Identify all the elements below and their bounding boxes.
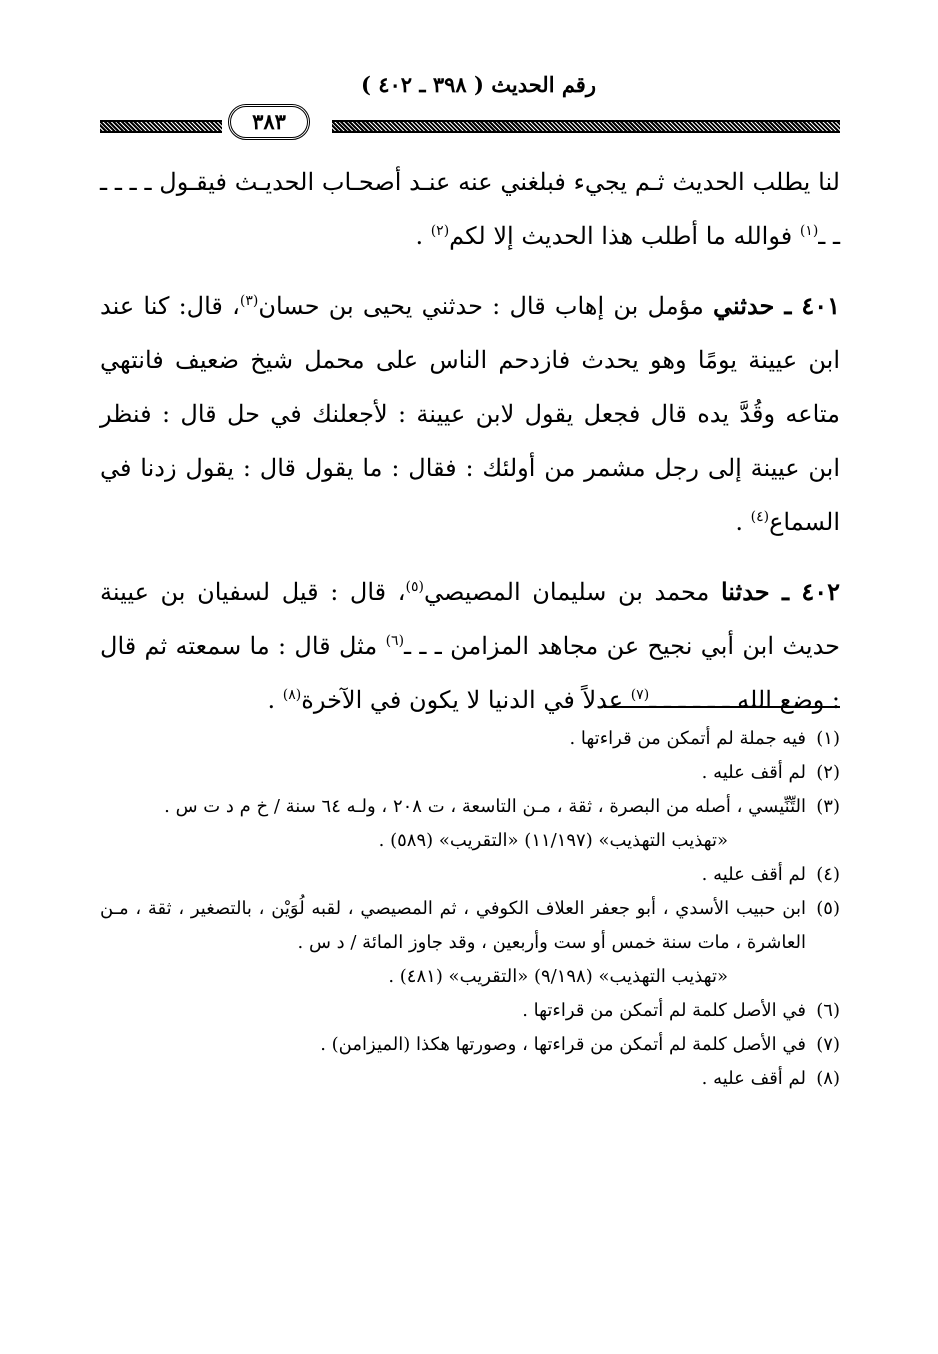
- punctuation: .: [415, 222, 431, 250]
- paragraph-continuation: [100, 155, 840, 263]
- footnote-ref: (١): [799, 223, 819, 239]
- hadith-402: [100, 565, 840, 727]
- text-line: ـ ـ ـ ـ ـ ـ: [100, 168, 840, 250]
- footnote-text: لم أقف عليه .: [701, 762, 806, 783]
- footnote-divider: [604, 706, 840, 708]
- footnote-1: [100, 722, 840, 756]
- footnote-text: ابن حبيب الأسدي ، أبو جعفر العلاف الكوفي ، ثم المصيصي ، لقبه لُوَيْن ، بالتصغير ، ثقة ، مـن العاشرة ، مات سنة خمس أو ست وأربعين ، وقد جاوز المائة / د س .: [100, 898, 806, 953]
- header-rule-right: [332, 120, 840, 133]
- text-line: لنا يطلب الحديث ثـم يجيء فبلغني عنه عنـد أصحـاب الحديـث فيقـول: [159, 168, 840, 196]
- footnote-text: لم أقف عليه .: [701, 1068, 806, 1089]
- hadith-number: ٤٠١ ـ: [774, 291, 840, 320]
- footnote-source: «تهذيب التهذيب» (١١/١٩٧) «التقريب» (٥٨٩) .: [378, 830, 728, 851]
- footnote-ref: (٤): [750, 509, 770, 525]
- hadith-text: مثل قال : ما سمعته ثم قال : وضع الله ـ ـ ـ ـ ـ ـ: [100, 632, 840, 714]
- footnote-number: (٣): [816, 796, 840, 817]
- footnote-3: [100, 790, 840, 824]
- footnote-ref: (٨): [282, 687, 302, 703]
- footnote-number: (٧): [816, 1034, 840, 1055]
- footnote-number: (٥): [816, 898, 840, 919]
- hadith-text: محمد بن سليمان المصيصي: [423, 578, 721, 606]
- footnote-ref: (٥): [405, 579, 424, 595]
- footnote-ref: (٣): [239, 293, 259, 309]
- text-line: فوالله ما أطلب هذا الحديث إلا لكم: [449, 222, 800, 250]
- narration-label: حدثني: [713, 291, 775, 320]
- footnote-ref: (٦): [385, 633, 405, 649]
- narration-label: حدثنا: [720, 577, 770, 606]
- footnote-ref: (٧): [630, 687, 650, 703]
- footnote-5: [100, 892, 840, 960]
- footnote-text: فيه جملة لم أتمكن من قراءتها .: [569, 728, 806, 749]
- footnote-number: (٨): [816, 1068, 840, 1089]
- footnotes: [100, 722, 840, 1096]
- running-head: رقم الحديث ( ٣٩٨ ـ ٤٠٢ ): [360, 72, 596, 97]
- footnote-text: في الأصل كلمة لم أتمكن من قراءتها ، وصورتها هكذا (الميزامن) .: [320, 1034, 806, 1055]
- footnote-4: [100, 858, 840, 892]
- hadith-text: ، قال : قيل لسفيان بن عيينة حديث ابن أبي نجيح عن مجاهد المزامن ـ ـ ـ: [100, 578, 841, 660]
- hadith-text: عدلاً في الدنيا لا يكون في الآخرة: [301, 686, 631, 714]
- footnote-number: (٤): [816, 864, 840, 885]
- footnote-2: [100, 756, 840, 790]
- page-number: ٣٨٣: [228, 104, 310, 140]
- footnote-text: لم أقف عليه .: [701, 864, 806, 885]
- footnote-number: (١): [816, 728, 840, 749]
- footnote-7: [100, 1028, 840, 1062]
- footnote-text: في الأصل كلمة لم أتمكن من قراءتها .: [522, 1000, 806, 1021]
- punctuation: .: [735, 508, 751, 536]
- footnote-number: (٢): [816, 762, 840, 783]
- footnote-source: «تهذيب التهذيب» (٩/١٩٨) «التقريب» (٤٨١) .: [388, 966, 728, 987]
- hadith-text: ، قال: كنا عند ابن عيينة يومًا وهو يحدث فازدحم الناس على محمل شيخ ضعيف فانتهي متاعه وقُدَّ يده قال فجعل يقول لابن عيينة : لأجعلنك في حل قال : فنظر ابن عيينة إلى رجل مشمر من أولئك : فقال : ما يقول قال : يقول زدنا في السماع: [100, 292, 840, 536]
- footnote-ref: (٢): [430, 223, 450, 239]
- main-text: [100, 155, 840, 727]
- footnote-8: [100, 1062, 840, 1096]
- punctuation: .: [267, 686, 283, 714]
- header-rule-left: [100, 120, 222, 133]
- hadith-text: مؤمل بن إهاب قال : حدثني يحيى بن حسان: [258, 292, 714, 320]
- footnote-text: التِّنِّيسي ، أصله من البصرة ، ثقة ، مـن التاسعة ، ت ٢٠٨ ، ولـه ٦٤ سنة / خ م د ت س .: [164, 796, 806, 817]
- footnote-6: [100, 994, 840, 1028]
- footnote-number: (٦): [816, 1000, 840, 1021]
- hadith-number: ٤٠٢ ـ: [769, 577, 841, 606]
- hadith-401: [100, 279, 840, 549]
